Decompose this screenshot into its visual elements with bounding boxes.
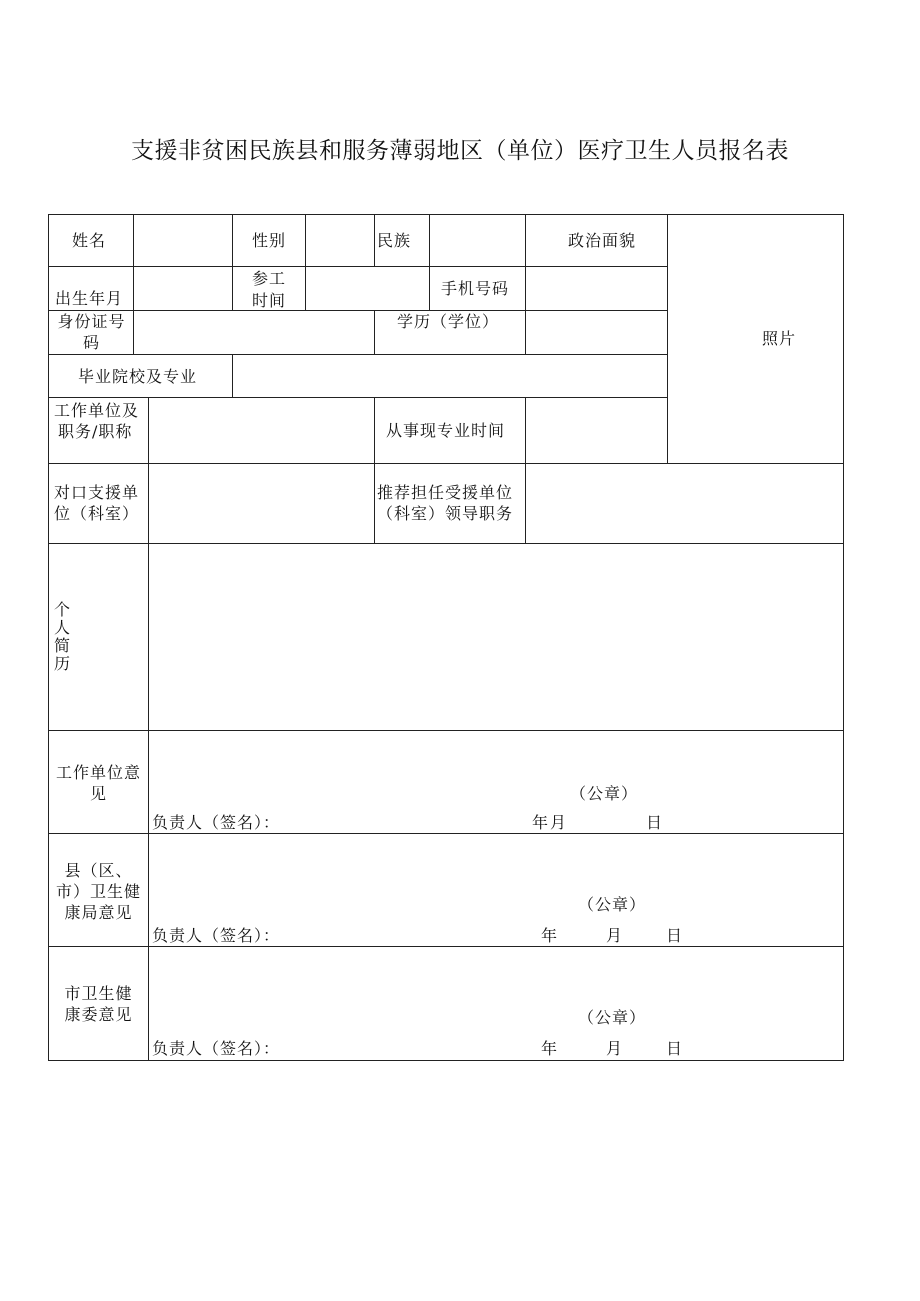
mobile-label: 手机号码 bbox=[441, 279, 510, 298]
table-line bbox=[374, 214, 375, 266]
gender-label: 性别 bbox=[252, 231, 287, 250]
city-opinion-label-line1: 市卫生健 bbox=[64, 984, 133, 1003]
id-number-field[interactable] bbox=[134, 311, 374, 354]
employer-opinion-signer-label: 负责人（签名）： bbox=[152, 813, 281, 832]
name-label: 姓名 bbox=[72, 231, 107, 250]
county-opinion-day: 日 bbox=[666, 926, 684, 945]
city-opinion-month: 月 bbox=[606, 1039, 624, 1058]
school-major-field[interactable] bbox=[233, 355, 667, 397]
employer-opinion-label-line2: 见 bbox=[89, 784, 107, 803]
resume-label-char: 个 bbox=[54, 600, 72, 619]
work-start-label-line2: 时间 bbox=[251, 291, 286, 310]
school-major-label: 毕业院校及专业 bbox=[78, 367, 198, 386]
work-start-field[interactable] bbox=[306, 267, 429, 310]
paired-unit-label-line1: 对口支援单 bbox=[54, 483, 140, 502]
county-opinion-month: 月 bbox=[606, 926, 624, 945]
political-status-label: 政治面貌 bbox=[568, 231, 637, 250]
table-line bbox=[843, 214, 844, 1061]
recommended-post-label-line1: 推荐担任受援单位 bbox=[377, 483, 514, 502]
gender-field[interactable] bbox=[306, 215, 374, 266]
city-opinion-year: 年 bbox=[541, 1039, 559, 1058]
mobile-field[interactable] bbox=[526, 267, 667, 310]
ethnicity-field[interactable] bbox=[430, 215, 525, 266]
employer-field[interactable] bbox=[149, 398, 374, 463]
county-opinion-seal: （公章） bbox=[578, 895, 647, 914]
employer-opinion-day: 日 bbox=[646, 813, 664, 832]
photo-area[interactable] bbox=[668, 215, 843, 463]
photo-label: 照片 bbox=[762, 329, 797, 348]
table-line bbox=[374, 397, 375, 543]
ethnicity-label: 民族 bbox=[377, 231, 412, 250]
table-line bbox=[48, 1060, 844, 1061]
employer-opinion-year: 年 bbox=[532, 813, 550, 832]
resume-label-char: 历 bbox=[54, 654, 72, 673]
county-opinion-label-line2: 市）卫生健 bbox=[55, 882, 141, 901]
resume-label-char: 人 bbox=[54, 618, 72, 637]
work-start-label-line1: 参工 bbox=[251, 269, 286, 288]
county-opinion-signer-label: 负责人（签名）： bbox=[152, 926, 281, 945]
table-line bbox=[232, 214, 233, 310]
education-field[interactable] bbox=[526, 311, 667, 354]
id-number-label-line2: 码 bbox=[82, 333, 100, 352]
years-in-specialty-field[interactable] bbox=[526, 398, 667, 463]
form-title: 支援非贫困民族县和服务薄弱地区（单位）医疗卫生人员报名表 bbox=[131, 138, 789, 164]
city-opinion-seal: （公章） bbox=[578, 1008, 647, 1027]
county-opinion-label-line1: 县（区、 bbox=[64, 861, 133, 880]
recommended-post-label-line2: （科室）领导职务 bbox=[377, 504, 514, 523]
paired-unit-label-line2: 位（科室） bbox=[54, 504, 140, 523]
employer-label-line1: 工作单位及 bbox=[54, 401, 140, 420]
city-opinion-day: 日 bbox=[666, 1039, 684, 1058]
city-opinion-signer-label: 负责人（签名）： bbox=[152, 1039, 281, 1058]
birth-date-label: 出生年月 bbox=[55, 289, 124, 308]
employer-opinion-seal: （公章） bbox=[570, 784, 639, 803]
resume-field[interactable] bbox=[149, 544, 843, 730]
resume-label-char: 简 bbox=[54, 636, 72, 655]
education-label: 学历（学位） bbox=[397, 312, 500, 331]
paired-unit-field[interactable] bbox=[149, 464, 374, 543]
table-line bbox=[374, 310, 375, 354]
id-number-label-line1: 身份证号 bbox=[57, 312, 126, 331]
city-opinion-label-line2: 康委意见 bbox=[64, 1005, 133, 1024]
birth-date-field[interactable] bbox=[134, 267, 232, 310]
employer-opinion-month: 月 bbox=[550, 813, 568, 832]
years-in-specialty-label: 从事现专业时间 bbox=[386, 421, 506, 440]
county-opinion-label-line3: 康局意见 bbox=[64, 903, 133, 922]
name-field[interactable] bbox=[134, 215, 232, 266]
table-line bbox=[48, 214, 49, 1061]
recommended-post-field[interactable] bbox=[526, 464, 843, 543]
employer-opinion-label-line1: 工作单位意 bbox=[55, 763, 141, 782]
county-opinion-year: 年 bbox=[541, 926, 559, 945]
employer-label-line2: 职务/职称 bbox=[58, 422, 133, 441]
